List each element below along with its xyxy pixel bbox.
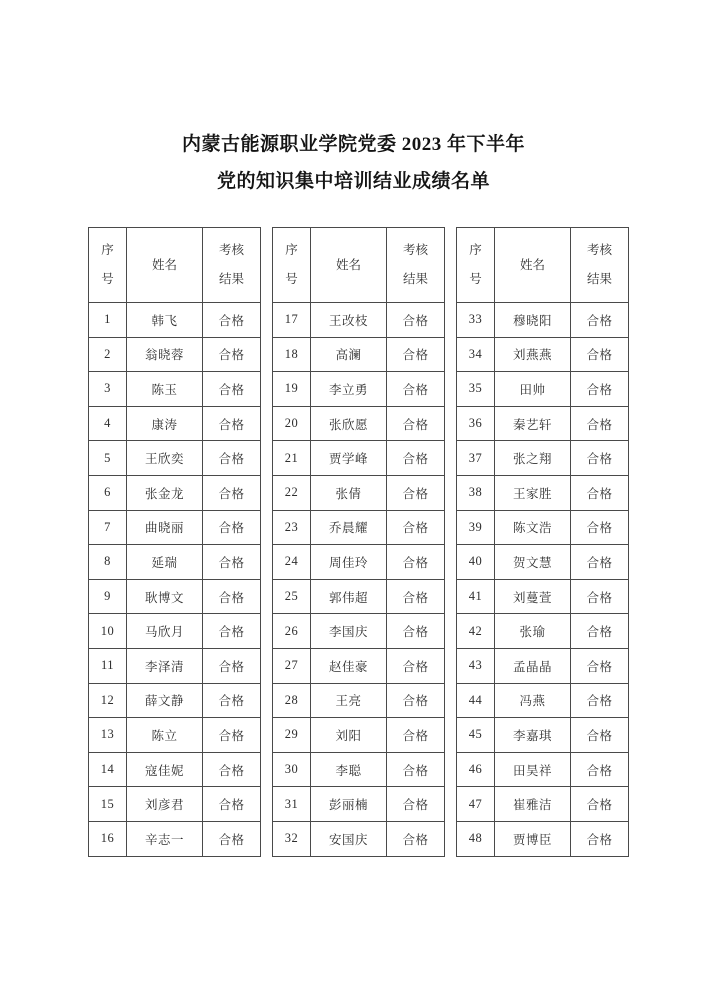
cell-result: 合格	[203, 441, 261, 476]
cell-name: 刘彦君	[127, 787, 203, 822]
cell-result: 合格	[387, 579, 445, 614]
cell-name: 翁晓蓉	[127, 337, 203, 372]
table-row	[457, 303, 629, 338]
header-name	[127, 228, 203, 303]
cell-no: 36	[457, 406, 495, 441]
cell-name: 康涛	[127, 406, 203, 441]
table-row	[273, 337, 445, 372]
header-name	[311, 228, 387, 303]
cell-result: 合格	[203, 475, 261, 510]
table-row	[273, 614, 445, 649]
table-body	[457, 303, 629, 857]
cell-name: 崔雅洁	[495, 787, 571, 822]
cell-result: 合格	[203, 683, 261, 718]
cell-no: 25	[273, 579, 311, 614]
header-result	[571, 228, 629, 303]
cell-no: 20	[273, 406, 311, 441]
table-row	[457, 372, 629, 407]
cell-name: 耿博文	[127, 579, 203, 614]
table-row	[457, 752, 629, 787]
cell-name: 张瑜	[495, 614, 571, 649]
cell-name: 刘阳	[311, 718, 387, 753]
cell-result: 合格	[571, 718, 629, 753]
cell-result: 合格	[571, 787, 629, 822]
table-row	[457, 718, 629, 753]
table-row	[89, 372, 261, 407]
cell-name: 李聪	[311, 752, 387, 787]
cell-result: 合格	[387, 406, 445, 441]
table-header	[89, 228, 261, 303]
cell-no: 1	[89, 303, 127, 338]
table-body	[273, 303, 445, 857]
score-tables-container	[88, 227, 621, 857]
cell-no: 21	[273, 441, 311, 476]
table-row	[89, 579, 261, 614]
cell-name: 彭丽楠	[311, 787, 387, 822]
cell-result: 合格	[203, 718, 261, 753]
cell-no: 47	[457, 787, 495, 822]
header-name-label: 姓名	[151, 257, 177, 272]
cell-result: 合格	[203, 510, 261, 545]
table-row	[457, 821, 629, 856]
cell-no: 44	[457, 683, 495, 718]
table-row	[457, 787, 629, 822]
cell-name: 李立勇	[311, 372, 387, 407]
table-row	[273, 648, 445, 683]
table-row	[457, 337, 629, 372]
cell-result: 合格	[203, 821, 261, 856]
cell-name: 延瑞	[127, 545, 203, 580]
table-row	[273, 372, 445, 407]
table-row	[273, 718, 445, 753]
cell-name: 周佳玲	[311, 545, 387, 580]
table-row	[457, 648, 629, 683]
header-result-label: 考核结果	[218, 243, 244, 286]
cell-result: 合格	[571, 337, 629, 372]
table-row	[273, 510, 445, 545]
cell-result: 合格	[387, 718, 445, 753]
table-row	[273, 579, 445, 614]
table-row	[89, 303, 261, 338]
cell-name: 刘蔓萱	[495, 579, 571, 614]
table-row	[89, 752, 261, 787]
table-row	[89, 337, 261, 372]
cell-result: 合格	[571, 752, 629, 787]
table-header	[273, 228, 445, 303]
cell-result: 合格	[203, 752, 261, 787]
cell-result: 合格	[387, 372, 445, 407]
cell-name: 寇佳妮	[127, 752, 203, 787]
cell-no: 32	[273, 821, 311, 856]
cell-result: 合格	[387, 683, 445, 718]
cell-result: 合格	[387, 510, 445, 545]
cell-name: 孟晶晶	[495, 648, 571, 683]
table-row	[89, 441, 261, 476]
header-row	[273, 228, 445, 303]
cell-no: 17	[273, 303, 311, 338]
table-row	[89, 718, 261, 753]
cell-name: 赵佳豪	[311, 648, 387, 683]
score-table-2	[272, 227, 445, 857]
cell-name: 张之翔	[495, 441, 571, 476]
cell-name: 马欣月	[127, 614, 203, 649]
table-row	[89, 510, 261, 545]
cell-no: 11	[89, 648, 127, 683]
cell-result: 合格	[203, 614, 261, 649]
table-row	[273, 787, 445, 822]
title-line-2: 党的知识集中培训结业成绩名单	[216, 171, 490, 192]
cell-name: 冯燕	[495, 683, 571, 718]
cell-name: 张金龙	[127, 475, 203, 510]
cell-result: 合格	[571, 510, 629, 545]
table-row	[89, 475, 261, 510]
table-header	[457, 228, 629, 303]
header-no-label: 序号	[101, 243, 114, 286]
cell-name: 高澜	[311, 337, 387, 372]
table-row	[457, 545, 629, 580]
cell-result: 合格	[387, 337, 445, 372]
table-row	[457, 441, 629, 476]
cell-result: 合格	[203, 372, 261, 407]
cell-result: 合格	[571, 406, 629, 441]
cell-no: 16	[89, 821, 127, 856]
cell-no: 41	[457, 579, 495, 614]
cell-name: 张欣愿	[311, 406, 387, 441]
table-row	[273, 752, 445, 787]
table-row	[273, 545, 445, 580]
cell-result: 合格	[387, 614, 445, 649]
table-row	[89, 406, 261, 441]
cell-result: 合格	[571, 648, 629, 683]
cell-name: 王欣奕	[127, 441, 203, 476]
table-body	[89, 303, 261, 857]
document-title	[0, 126, 707, 200]
table-row	[89, 787, 261, 822]
cell-name: 安国庆	[311, 821, 387, 856]
cell-no: 38	[457, 475, 495, 510]
cell-result: 合格	[387, 303, 445, 338]
cell-name: 陈立	[127, 718, 203, 753]
cell-no: 3	[89, 372, 127, 407]
cell-result: 合格	[203, 787, 261, 822]
cell-name: 辛志一	[127, 821, 203, 856]
cell-no: 31	[273, 787, 311, 822]
cell-name: 曲晓丽	[127, 510, 203, 545]
table-row	[273, 441, 445, 476]
cell-no: 29	[273, 718, 311, 753]
table-row	[457, 475, 629, 510]
cell-result: 合格	[571, 579, 629, 614]
cell-result: 合格	[571, 614, 629, 649]
cell-result: 合格	[203, 303, 261, 338]
table-row	[457, 614, 629, 649]
cell-result: 合格	[387, 648, 445, 683]
table-row	[273, 821, 445, 856]
cell-result: 合格	[203, 337, 261, 372]
cell-result: 合格	[571, 441, 629, 476]
table-row	[89, 614, 261, 649]
cell-no: 22	[273, 475, 311, 510]
cell-no: 18	[273, 337, 311, 372]
cell-result: 合格	[571, 821, 629, 856]
cell-result: 合格	[203, 545, 261, 580]
table-row	[273, 303, 445, 338]
cell-name: 李嘉琪	[495, 718, 571, 753]
table-row	[89, 683, 261, 718]
cell-no: 19	[273, 372, 311, 407]
table-row	[89, 821, 261, 856]
cell-name: 田昊祥	[495, 752, 571, 787]
cell-name: 王亮	[311, 683, 387, 718]
table-row	[273, 406, 445, 441]
table-row	[457, 683, 629, 718]
cell-no: 39	[457, 510, 495, 545]
cell-no: 46	[457, 752, 495, 787]
cell-name: 秦艺轩	[495, 406, 571, 441]
cell-result: 合格	[203, 648, 261, 683]
title-line-1: 内蒙古能源职业学院党委 2023 年下半年	[181, 134, 525, 155]
cell-no: 37	[457, 441, 495, 476]
header-name	[495, 228, 571, 303]
cell-result: 合格	[203, 406, 261, 441]
cell-name: 陈玉	[127, 372, 203, 407]
header-result-label: 考核结果	[586, 243, 612, 286]
cell-no: 6	[89, 475, 127, 510]
cell-name: 郭伟超	[311, 579, 387, 614]
header-result-label: 考核结果	[402, 243, 428, 286]
header-result	[203, 228, 261, 303]
cell-no: 7	[89, 510, 127, 545]
cell-name: 王改枝	[311, 303, 387, 338]
cell-no: 28	[273, 683, 311, 718]
cell-result: 合格	[387, 752, 445, 787]
cell-result: 合格	[387, 787, 445, 822]
cell-name: 王家胜	[495, 475, 571, 510]
header-name-label: 姓名	[519, 257, 545, 272]
cell-no: 8	[89, 545, 127, 580]
table-row	[89, 648, 261, 683]
cell-result: 合格	[571, 372, 629, 407]
cell-result: 合格	[387, 545, 445, 580]
cell-no: 23	[273, 510, 311, 545]
cell-no: 9	[89, 579, 127, 614]
cell-no: 5	[89, 441, 127, 476]
cell-name: 陈文浩	[495, 510, 571, 545]
cell-no: 14	[89, 752, 127, 787]
table-row	[457, 579, 629, 614]
header-no	[457, 228, 495, 303]
cell-no: 30	[273, 752, 311, 787]
cell-no: 24	[273, 545, 311, 580]
cell-no: 26	[273, 614, 311, 649]
cell-name: 贺文慧	[495, 545, 571, 580]
cell-name: 贾博臣	[495, 821, 571, 856]
header-no-label: 序号	[285, 243, 298, 286]
cell-name: 贾学峰	[311, 441, 387, 476]
header-no	[89, 228, 127, 303]
score-table-3	[456, 227, 629, 857]
cell-no: 12	[89, 683, 127, 718]
cell-result: 合格	[571, 303, 629, 338]
cell-name: 薛文静	[127, 683, 203, 718]
cell-name: 韩飞	[127, 303, 203, 338]
table-row	[457, 510, 629, 545]
table-row	[273, 683, 445, 718]
score-table-1	[88, 227, 261, 857]
cell-result: 合格	[387, 475, 445, 510]
table-row	[457, 406, 629, 441]
cell-no: 10	[89, 614, 127, 649]
cell-no: 42	[457, 614, 495, 649]
cell-no: 40	[457, 545, 495, 580]
cell-no: 2	[89, 337, 127, 372]
cell-no: 33	[457, 303, 495, 338]
cell-result: 合格	[387, 441, 445, 476]
header-row	[89, 228, 261, 303]
table-row	[89, 545, 261, 580]
cell-result: 合格	[571, 475, 629, 510]
cell-no: 15	[89, 787, 127, 822]
cell-result: 合格	[203, 579, 261, 614]
cell-name: 刘燕燕	[495, 337, 571, 372]
cell-no: 34	[457, 337, 495, 372]
cell-no: 13	[89, 718, 127, 753]
cell-result: 合格	[571, 545, 629, 580]
header-no	[273, 228, 311, 303]
cell-name: 张倩	[311, 475, 387, 510]
header-name-label: 姓名	[335, 257, 361, 272]
cell-no: 4	[89, 406, 127, 441]
cell-name: 李泽清	[127, 648, 203, 683]
cell-no: 43	[457, 648, 495, 683]
cell-no: 35	[457, 372, 495, 407]
header-no-label: 序号	[469, 243, 482, 286]
cell-no: 27	[273, 648, 311, 683]
header-row	[457, 228, 629, 303]
cell-result: 合格	[387, 821, 445, 856]
cell-name: 田帅	[495, 372, 571, 407]
cell-name: 李国庆	[311, 614, 387, 649]
cell-no: 45	[457, 718, 495, 753]
cell-name: 乔晨耀	[311, 510, 387, 545]
cell-name: 穆晓阳	[495, 303, 571, 338]
header-result	[387, 228, 445, 303]
cell-no: 48	[457, 821, 495, 856]
table-row	[273, 475, 445, 510]
cell-result: 合格	[571, 683, 629, 718]
